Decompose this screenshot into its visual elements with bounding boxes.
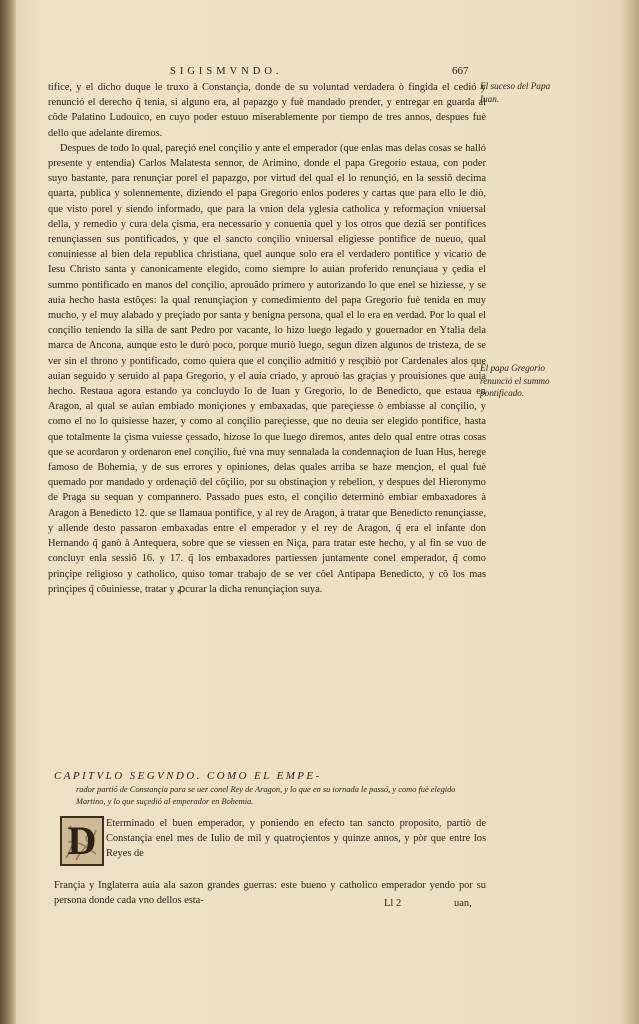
catchword: uan, <box>454 898 472 909</box>
paragraph: Despues de todo lo qual, pareçió enel conçilio y ante el emperador (que enlas mas delas cosas se halló presente y entendia) Carlos Malatesta sennor, de Arimino, donde el papa Gregorio estaua, con poder suyo bastante, para renunçiar porel el papazgo, por virtud del qual el lo renunçió, en la sessiõ decima quarta, publica y solennemente, diziendo el papa Gregorio enlos poderes y cartas que para ello le diò, que visto porel y siendo informado, que para la vnion dela yglesia catholica y reformaçion vniuersal della, y remedio y cura dela çisma, era necessario y conuenia quel y los otros que deziã ser pontifices renunçiassen sus pontificados, y que el sancto conçilio vniuersal eligiesse pontifice de nueuo, qual conuiniesse al bien dela republica christiana, quel aunque solo era el verdadero pontifice y vicario de Iesu Christo santa y canonicamente elegido, como siempre lo auian proferido renunçiaua y çedia el summo pontificado en manos del conçilio, aprouãdo primero y autorizando lo que enel se hiziesse, y se auia hecho hasta estõçes: la qual renunçiaçion y comedimiento del papa Gregorio fuè tenida en muy mucho, y el muy alabado y preçiado por santa y benigna persona, qual el lo era en verdad. Por lo qual el conçilio teniendo la silla de sant Pedro por vacante, lo hizo luego legado y gouernador en Ytalia dela marca de Ancona, aunque esto le durò poco, porque muriò luego, segun dizen algunos de tristeza, de se ver sin el throno y pontificado, como quiera que el conçilio admitió y resçibiò por Cardenales alos que auian seguido y seruido al papa Gregorio, y el auia criado, y aprouò las graçias y prouisiones que auia hecho. Restaua agora estando ya concluydo lo de Iuan y Gregorio, lo de Benedicto, que estaua en Aragon, al qual se auian embiado moniçiones y embaxadas, que pareçiesse ò embiasse al conçilio, y como el no lo quisiesse hazer, y como al conçilio pareçiesse, que no deuia ser elegido pontifice, hasta que totalmente la çisma vuiesse çessado, hizose lo que luego diremos, antes delo qual entre otras cosas que se acordaron y ordenaron enel conçilio, fuè vna muy sennalada la condennaçion de Iuan Hus, herege famoso de Bohemia, y de sus errores y opiniones, delas quales arriba se haze menςion, el qual fuè quemado por mandado y ordenaçiõ del cõçilio, por su obstinaçion y rebelion, y despues del Hieronymo de Praga su sequan y compannero. Passado pues esto, el conçilio determinò embiar embaxadores à Aragon à Benedicto 12. que se llamaua pontifice, y al rey de Aragon, à tratar que Benedicto renunçiasse, y allende desto passaron embaxadas entre el emperador y el rey de Aragon, q̃ era el infante don Hernando q̃ ganò à Antequera, sobre que se viessen en Niça, para tratar este hecho, y al fin se vuo de concluyr enla sessiõ 16. y 17. q̃ los embaxadores partiessen juntamente conel emperador, q̃ como prinçipe religioso y catholico, quiso tomar trabajo de se ver cõel Antipapa Benedicto, y cõ los mas prinçipes q̃ cõuiniesse, tratar y ꝓcurar la dicha renunçiaçion suya. <box>48 142 486 595</box>
page-gutter <box>0 0 16 1024</box>
signature-mark: Ll 2 <box>384 898 402 909</box>
initial-letter: D <box>67 818 97 863</box>
chapter-title: CAPITVLO SEGVNDO. COMO EL EMPE- <box>54 770 322 782</box>
page-footer <box>54 898 486 912</box>
opening-continuation: Françia y Inglaterra auia ala sazon grandes guerras: este bueno y catholico emperador yendo por su persona donde cada vno dellos esta- <box>54 880 486 907</box>
decorated-initial <box>60 816 104 866</box>
chapter-heading <box>54 770 486 808</box>
main-text <box>48 80 486 597</box>
margin-note: El papa Gregorio renunció el summo pontificado. <box>480 363 550 398</box>
chapter-subtitle: rador partió de Constançia para se uer conel Rey de Aragon, y lo que en su iornada le passó, y como fuè elegido Martino, y lo que suçedió al emperador en Bohemia. <box>76 785 456 806</box>
paragraph: tifice, y el dicho duque le truxo à Constançia, donde de su voluntad verdadera ò fingida el cedió y renunció el derecho q̃ tenia, si alguno era, al papazgo y fuè mandado prender, y entregar en guarda al cõde Palatino Ludouico, en cuyo poder estuuo miserablemente por tiempo de tres annos, despues fuè dello que adelante diremos. <box>48 82 486 139</box>
running-title: SIGISMVNDO. <box>170 66 283 77</box>
page-number: 667 <box>452 65 469 77</box>
margin-note: El suceso del Papa Iuan. <box>480 81 551 104</box>
opening-text: Eterminado el buen emperador, y poniendo en efecto tan sancto proposito, partiò de Constançia enel mes de Iulio de mil y quatroçientos y quinze annos, y pòr que entre los Reyes de <box>106 818 486 860</box>
